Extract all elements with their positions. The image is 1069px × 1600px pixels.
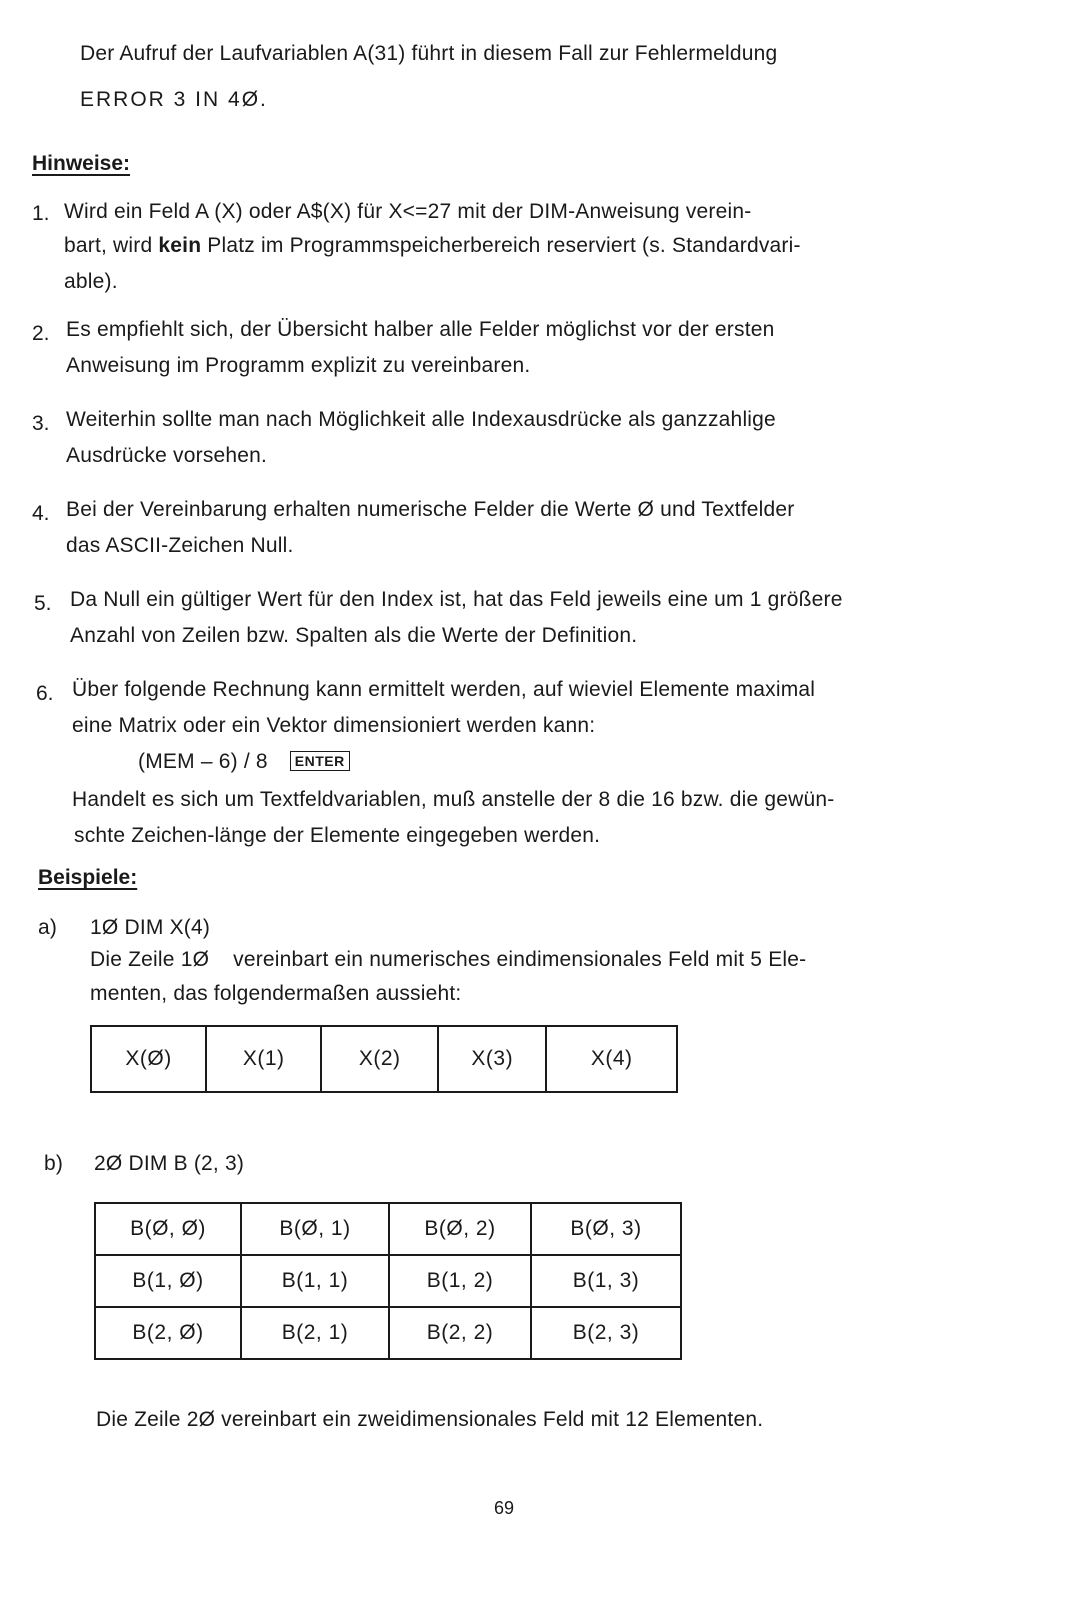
hint-1-bold-kein: kein <box>158 234 202 257</box>
hint-6-line-4: Handelt es sich um Textfeldvariablen, muß anstelle der 8 die 16 bzw. die gewün- <box>72 788 835 811</box>
vector-table-x <box>90 1025 678 1093</box>
hint-3-line-1: Weiterhin sollte man nach Möglichkeit alle Indexausdrücke als ganzzahlige <box>66 408 776 431</box>
hint-2-line-1: Es empfiehlt sich, der Übersicht halber alle Felder möglichst vor der ersten <box>66 318 775 341</box>
hint-1-line-1: Wird ein Feld A (X) oder A$(X) für X<=27 mit der DIM-Anweisung verein- <box>64 200 752 223</box>
page-number: 69 <box>494 1498 515 1518</box>
hint-6-line-5: schte Zeichen-länge der Elemente eingegeben werden. <box>74 824 601 847</box>
hinweise-heading: Hinweise: <box>32 152 131 175</box>
example-b-code: 2Ø DIM B (2, 3) <box>94 1152 245 1175</box>
hint-1-text-a: bart, wird <box>64 234 159 257</box>
example-a-label: a) <box>38 916 58 939</box>
hint-5-line-2: Anzahl von Zeilen bzw. Spalten als die Werte der Definition. <box>70 624 638 647</box>
example-a-desc-1-post: vereinbart ein numerisches eindimensionales Feld mit 5 Ele- <box>233 948 807 971</box>
cell-b-2-1: B(2, 1) <box>241 1307 389 1359</box>
cell-b-1-1: B(1, 1) <box>241 1255 389 1307</box>
example-a-desc-1 <box>90 946 806 974</box>
intro-line-2: ERROR 3 IN 4Ø. <box>80 88 268 111</box>
example-a-code: 1Ø DIM X(4) <box>90 916 211 939</box>
hint-2-line-2: Anweisung im Programm explizit zu vereinbaren. <box>66 354 531 377</box>
hint-1-number: 1. <box>32 202 50 225</box>
hint-3-number: 3. <box>32 412 50 435</box>
hint-6-line-1: Über folgende Rechnung kann ermittelt werden, auf wieviel Elemente maximal <box>72 678 816 701</box>
hint-4-line-1: Bei der Vereinbarung erhalten numerische Felder die Werte Ø und Textfelder <box>66 498 795 521</box>
hint-4-number: 4. <box>32 502 50 525</box>
beispiele-heading: Beispiele: <box>38 866 138 889</box>
hint-3-line-2: Ausdrücke vorsehen. <box>66 444 268 467</box>
cell-b-0-0: B(Ø, Ø) <box>95 1203 241 1255</box>
example-b-label: b) <box>44 1152 64 1175</box>
cell-b-2-3: B(2, 3) <box>531 1307 681 1359</box>
cell-x-0: X(Ø) <box>91 1026 206 1092</box>
cell-x-2: X(2) <box>321 1026 438 1092</box>
cell-b-2-2: B(2, 2) <box>389 1307 531 1359</box>
hint-2-number: 2. <box>32 322 50 345</box>
formula-line <box>138 748 350 776</box>
table-row <box>91 1026 677 1092</box>
formula: (MEM – 6) / 8 <box>138 750 268 773</box>
table-row <box>95 1307 681 1359</box>
cell-x-1: X(1) <box>206 1026 321 1092</box>
table-row <box>95 1255 681 1307</box>
cell-b-1-2: B(1, 2) <box>389 1255 531 1307</box>
hint-1-line-3: able). <box>64 270 118 293</box>
cell-b-0-3: B(Ø, 3) <box>531 1203 681 1255</box>
cell-b-0-2: B(Ø, 2) <box>389 1203 531 1255</box>
hint-6-line-2: eine Matrix oder ein Vektor dimensioniert werden kann: <box>72 714 596 737</box>
table-row <box>95 1203 681 1255</box>
hint-1-text-b: Platz im Programmspeicherbereich reserviert (s. Standardvari- <box>201 234 801 257</box>
example-b-desc: Die Zeile 2Ø vereinbart ein zweidimensionales Feld mit 12 Elementen. <box>96 1408 764 1431</box>
cell-x-4: X(4) <box>546 1026 677 1092</box>
cell-b-1-3: B(1, 3) <box>531 1255 681 1307</box>
intro-line-1: Der Aufruf der Laufvariablen A(31) führt in diesem Fall zur Fehlermeldung <box>80 42 778 65</box>
hint-6-number: 6. <box>36 682 54 705</box>
cell-b-1-0: B(1, Ø) <box>95 1255 241 1307</box>
cell-x-3: X(3) <box>438 1026 546 1092</box>
example-a-desc-2: menten, das folgendermaßen aussieht: <box>90 982 462 1005</box>
hint-5-line-1: Da Null ein gültiger Wert für den Index ist, hat das Feld jeweils eine um 1 größere <box>70 588 843 611</box>
example-a-desc-1-pre: Die Zeile 1Ø <box>90 948 210 971</box>
cell-b-0-1: B(Ø, 1) <box>241 1203 389 1255</box>
cell-b-2-0: B(2, Ø) <box>95 1307 241 1359</box>
hint-4-line-2: das ASCII-Zeichen Null. <box>66 534 294 557</box>
hint-5-number: 5. <box>34 592 52 615</box>
matrix-table-b <box>94 1202 682 1360</box>
enter-key-icon: ENTER <box>290 751 350 771</box>
hint-1-line-2 <box>64 232 801 260</box>
